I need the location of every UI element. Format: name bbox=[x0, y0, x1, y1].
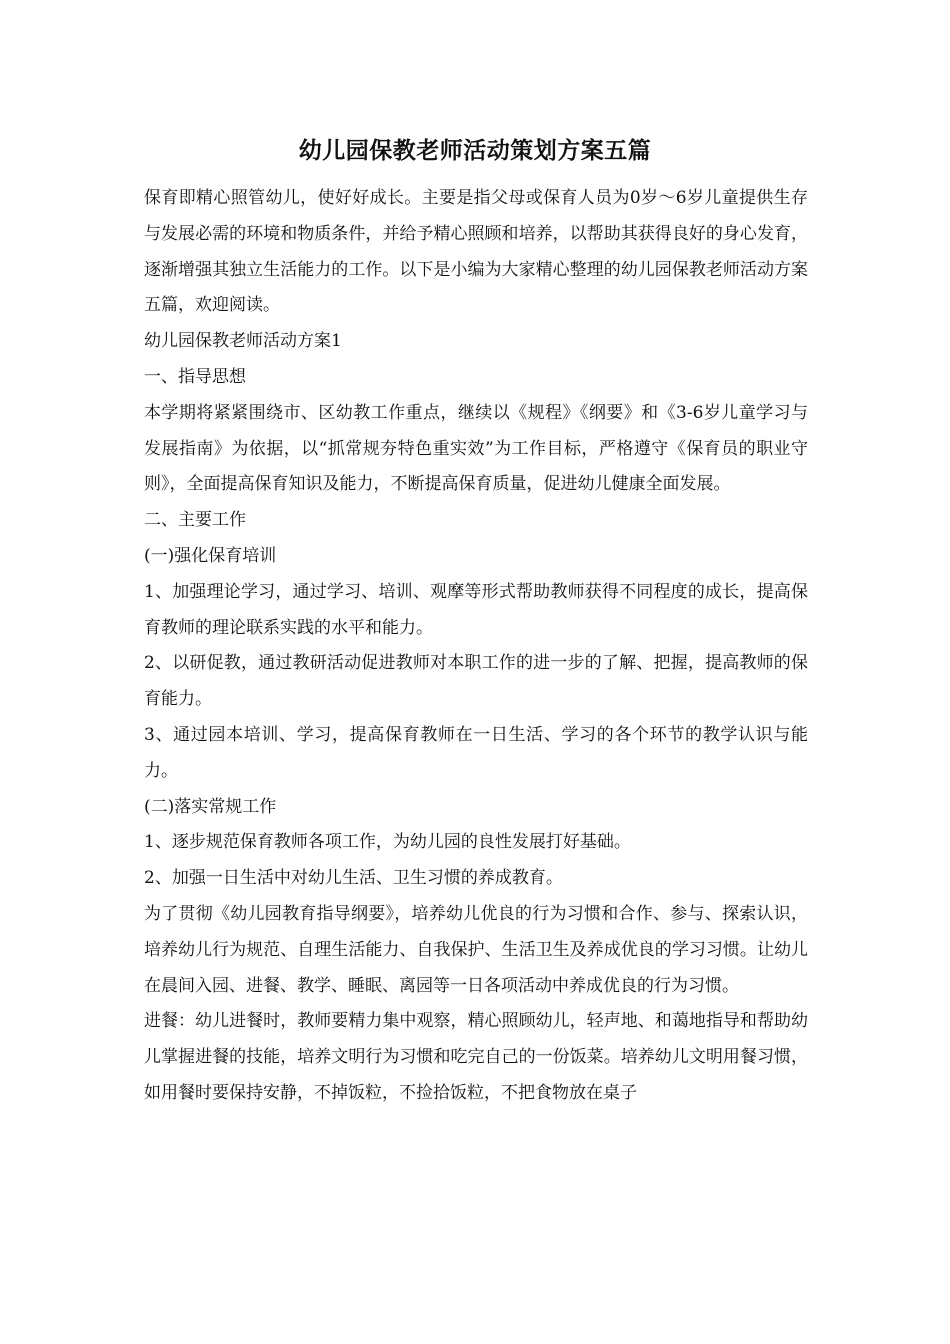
list-item: 2、加强一日生活中对幼儿生活、卫生习惯的养成教育。 bbox=[144, 868, 563, 889]
section-heading: 幼儿园保教老师活动方案1 bbox=[144, 331, 342, 352]
document-title: 幼儿园保教老师活动策划方案五篇 bbox=[298, 137, 652, 164]
subsection-heading: 二、主要工作 bbox=[144, 510, 246, 531]
paragraph: 本学期将紧紧围绕市、区幼教工作重点，继续以《规程》《纲要》和《3-6岁儿童学习与发展指南》为依据，以“抓常规夯特色重实效”为工作目标，严格遵守《保育员的职业守则》，全面提高保育知识及能力，不断提高保育质量，促进幼儿健康全面发展。 bbox=[144, 402, 808, 495]
list-item: 1、加强理论学习，通过学习、培训、观摩等形式帮助教师获得不同程度的成长，提高保育教师的理论联系实践的水平和能力。 bbox=[144, 581, 808, 638]
paragraph: 为了贯彻《幼儿园教育指导纲要》，培养幼儿优良的行为习惯和合作、参与、探索认识，培养幼儿行为规范、自理生活能力、自我保护、生活卫生及养成优良的学习习惯。让幼儿在晨间入园、进餐、教学、睡眠、离园等一日各项活动中养成优良的行为习惯。 bbox=[144, 903, 808, 996]
subsection-heading: (二)落实常规工作 bbox=[144, 796, 277, 817]
list-item: 3、通过园本培训、学习，提高保育教师在一日生活、学习的各个环节的教学认识与能力。 bbox=[144, 724, 808, 781]
paragraph: 进餐：幼儿进餐时，教师要精力集中观察，精心照顾幼儿，轻声地、和蔼地指导和帮助幼儿掌握进餐的技能，培养文明行为习惯和吃完自己的一份饭菜。培养幼儿文明用餐习惯，如用餐时要保持安静，不掉饭粒，不捡拾饭粒，不把食物放在桌子 bbox=[144, 1011, 808, 1103]
intro-paragraph: 保育即精心照管幼儿，使好好成长。主要是指父母或保育人员为0岁～6岁儿童提供生存与发展必需的环境和物质条件，并给予精心照顾和培养，以帮助其获得良好的身心发育，逐渐增强其独立生活能力的工作。以下是小编为大家精心整理的幼儿园保教老师活动方案五篇，欢迎阅读。 bbox=[144, 188, 808, 316]
list-item: 1、逐步规范保育教师各项工作，为幼儿园的良性发展打好基础。 bbox=[144, 832, 631, 853]
subsection-heading: (一)强化保育培训 bbox=[144, 545, 277, 566]
list-item: 2、以研促教，通过教研活动促进教师对本职工作的进一步的了解、把握，提高教师的保育能力。 bbox=[144, 653, 808, 710]
subsection-heading: 一、指导思想 bbox=[144, 366, 246, 387]
document-body bbox=[144, 181, 808, 1112]
